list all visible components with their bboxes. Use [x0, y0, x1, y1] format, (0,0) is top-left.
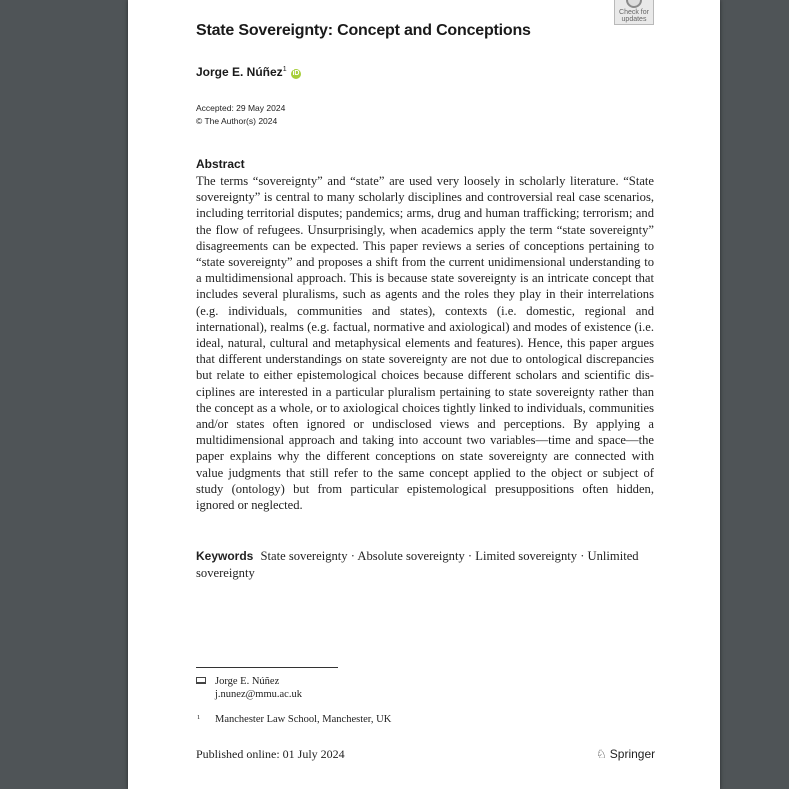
- keywords-label: Keywords: [196, 549, 254, 563]
- affiliation: [196, 713, 391, 726]
- pdf-page: [128, 0, 720, 789]
- refresh-icon: [626, 0, 642, 8]
- publisher-logo[interactable]: [596, 747, 655, 761]
- author-name[interactable]: Jorge E. Núñez: [196, 65, 283, 79]
- orcid-icon[interactable]: iD: [292, 70, 300, 77]
- published-online-date: Published online: 01 July 2024: [196, 747, 345, 761]
- envelope-icon: [196, 677, 206, 684]
- abstract-text: The terms “sovereignty” and “state” are used very loosely in scholarly literature. “State sovereignty” is central to many scholarly disciplines and controversial real case scenarios, including territorial disputes; pandemics; arms, drug and human trafficking; terrorism; and the flow of refugees. Unsurprisingly, when academics apply the term “state sovereignty” disagreements can be expected. This paper reviews a series of conceptions pertaining to “state sovereignty” and proposes a shift from the current unidimensional understanding to a multidimensional approach. This is because state sovereignty is an intricate concept that includes several pluralisms, such as agents and the roles they play in their interrelations (e.g. individuals, communities and states), contexts (i.e. domestic, regional and international), realms (e.g. factual, normative and axiological) and modes of existence (i.e. ideal, natural, cultural and metaphysical elements and features). Hence, this paper argues that different understandings on state sovereignty are not due to ontological discrepancies but relate to either epistemological choices because different scholars and scientific disciplines are interested in a particular pluralism pertaining to state sovereignty rather than the concept as a whole, or to axiological choices tightly linked to individuals, communities and/or states often ignored or undisclosed views and perceptions. By applying a multidimensional approach and taking into account two variables—time and space—the paper explains why the different conceptions on state sovereignty are connected with value judgments that still refer to the same concept applied to the object or subject of study (ontology) but from particular epistemological presuppositions often hidden, ignored or neglected.: [196, 174, 654, 513]
- corresponding-author: [196, 675, 302, 701]
- affiliation-number: 1: [197, 714, 201, 721]
- article-meta: [196, 102, 285, 128]
- author-line: [196, 65, 301, 79]
- springer-horse-icon: ♘: [596, 747, 607, 761]
- copyright-line: © The Author(s) 2024: [196, 116, 278, 126]
- author-affil-number: 1: [282, 66, 287, 73]
- abstract-heading: Abstract: [196, 157, 245, 171]
- corresponding-author-name: Jorge E. Núñez: [215, 676, 280, 687]
- keywords-block: [196, 548, 654, 582]
- article-title: State Sovereignty: Concept and Conceptions: [196, 22, 531, 39]
- keywords-list: State sovereignty · Absolute sovereignty · Limited sovereignty · Unlimited sovereignty: [196, 549, 639, 580]
- affiliation-text: Manchester Law School, Manchester, UK: [215, 714, 392, 725]
- accepted-date: Accepted: 29 May 2024: [196, 103, 286, 113]
- footnote-divider: [196, 667, 338, 668]
- author-email-link[interactable]: j.nunez@mmu.ac.uk: [215, 689, 302, 700]
- check-for-updates-label: Check for updates: [619, 9, 649, 23]
- publisher-name: Springer: [609, 747, 656, 761]
